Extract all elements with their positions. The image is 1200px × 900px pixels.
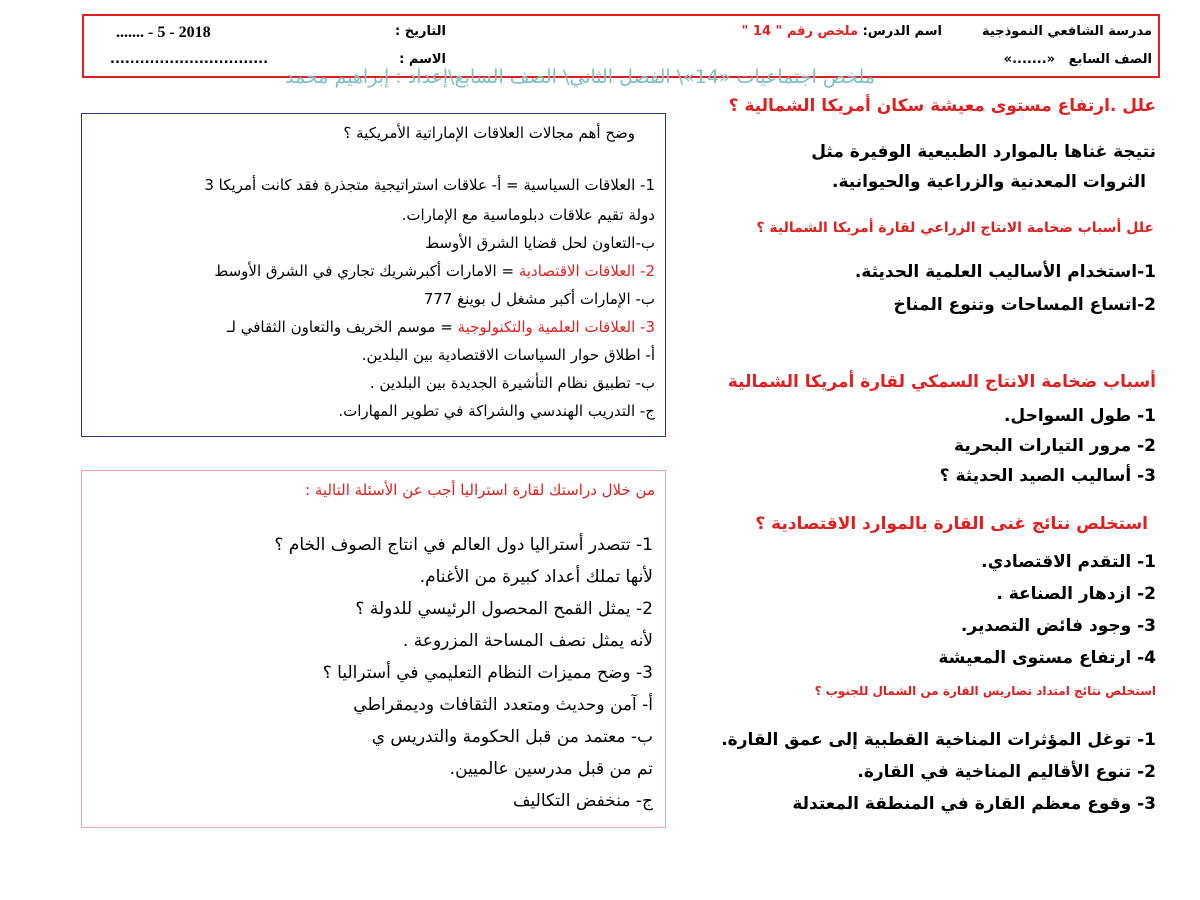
q1-heading: علل .ارتفاع مستوى معيشة سكان أمريكا الشمالية ؟: [728, 96, 1156, 116]
box1-line-8: ب- تطبيق نظام التأشيرة الجديدة بين البلدين .: [369, 374, 655, 392]
name-label: الاسم :: [399, 52, 446, 67]
science-relations-text: = موسم الخريف والتعاون الثقافي لـ: [226, 318, 458, 336]
box1-line-5: ب- الإمارات أكبر مشغل ل بوينغ 777: [423, 290, 655, 308]
q3-answer-line-1: 1- طول السواحل.: [1003, 406, 1156, 426]
q2-answer-line-2: 2-اتساع المساحات وتنوع المناخ: [893, 295, 1156, 315]
box2-line-3: 2- يمثل القمح المحصول الرئيسي للدولة ؟: [355, 599, 653, 619]
q5-answer-line-3: 3- وقوع معظم القارة في المنطقة المعتدلة: [792, 794, 1156, 814]
date-label: التاريخ :: [395, 24, 446, 39]
name-value: ................................: [110, 52, 269, 67]
australia-questions-box: [81, 470, 666, 828]
watermark-title: ملخص اجتماعيات «14»\ الفصل الثاني\ الصف السابع\إعداد : إبراهيم محمد: [285, 66, 875, 88]
school-name: مدرسة الشافعي النموذجية: [982, 24, 1152, 39]
q5-heading: استخلص نتائج امتداد تضاريس القارة من الشمال للجنوب ؟: [814, 684, 1156, 698]
grade-label-text: الصف السابع: [1068, 52, 1152, 67]
q4-answer-line-4: 4- ارتفاع مستوى المعيشة: [938, 648, 1156, 668]
box1-line-9: ج- التدريب الهندسي والشراكة في تطوير المهارات.: [338, 402, 655, 420]
grade-value: «.......»: [1003, 52, 1056, 67]
q3-answer-line-3: 3- أساليب الصيد الحديثة ؟: [939, 466, 1156, 486]
q2-heading: علل أسباب ضخامة الانتاج الزراعي لقارة أمريكا الشمالية ؟: [756, 220, 1154, 236]
grade-label: [1004, 52, 1152, 67]
box1-line-2: دولة تقيم علاقات دبلوماسية مع الإمارات.: [401, 206, 655, 224]
economic-relations-text: = الامارات أكبرشريك تجاري في الشرق الأوسط: [214, 262, 519, 280]
q5-answer-line-1: 1- توغل المؤثرات المناخية القطبية إلى عمق القارة.: [721, 730, 1156, 750]
date-value: ....... - 5 - 2018: [116, 24, 211, 41]
q1-answer-line-1: نتيجة غناها بالموارد الطبيعية الوفيرة مثل: [811, 142, 1156, 162]
science-relations-label: 3- العلاقات العلمية والتكنولوجية: [457, 318, 655, 336]
q4-answer-line-2: 2- ازدهار الصناعة .: [996, 584, 1156, 604]
box1-line-4: [214, 262, 655, 280]
box1-line-1: 1- العلاقات السياسية = أ- علاقات استراتيجية متجذرة فقد كانت أمريكا 3: [204, 176, 655, 194]
lesson-value: ملخص رقم " 14 ": [741, 24, 859, 39]
box2-line-8: تم من قبل مدرسين عالميين.: [449, 759, 653, 779]
q4-answer-line-3: 3- وجود فائض التصدير.: [960, 616, 1156, 636]
economic-relations-label: 2- العلاقات الاقتصادية: [518, 262, 655, 280]
lesson-name: [742, 24, 942, 39]
q4-heading: استخلص نتائج غنى القارة بالموارد الاقتصادية ؟: [755, 514, 1148, 534]
q3-heading: أسباب ضخامة الانتاج السمكي لقارة أمريكا الشمالية: [727, 372, 1156, 392]
q1-answer-line-2: الثروات المعدنية والزراعية والحيوانية.: [832, 172, 1146, 192]
box2-line-7: ب- معتمد من قبل الحكومة والتدريس ي: [371, 727, 653, 747]
box2-line-2: لأنها تملك أعداد كبيرة من الأغنام.: [419, 567, 653, 587]
box1-line-7: أ- اطلاق حوار السياسات الاقتصادية بين البلدين.: [361, 346, 655, 364]
q4-answer-line-1: 1- التقدم الاقتصادي.: [981, 552, 1156, 572]
lesson-label: اسم الدرس:: [862, 24, 942, 39]
box1-title: وضح أهم مجالات العلاقات الإماراتية الأمريكية ؟: [343, 124, 635, 142]
uae-us-relations-box: [81, 113, 666, 437]
box2-line-5: 3- وضح مميزات النظام التعليمي في أستراليا ؟: [322, 663, 653, 683]
q2-answer-line-1: 1-استخدام الأساليب العلمية الحديثة.: [854, 262, 1156, 282]
box2-line-1: 1- تتصدر أستراليا دول العالم في انتاج الصوف الخام ؟: [274, 535, 653, 555]
box2-line-9: ج- منخفض التكاليف: [512, 791, 653, 811]
box2-line-4: لأنه يمثل نصف المساحة المزروعة .: [402, 631, 653, 651]
box1-line-6: [227, 318, 655, 336]
q5-answer-line-2: 2- تنوع الأقاليم المناخية في القارة.: [857, 762, 1156, 782]
box1-line-3: ب-التعاون لحل قضايا الشرق الأوسط: [425, 234, 655, 252]
q3-answer-line-2: 2- مرور التيارات البحرية: [954, 436, 1156, 456]
box2-line-6: أ- آمن وحديث ومتعدد الثقافات وديمقراطي: [353, 695, 653, 715]
box2-title: من خلال دراستك لقارة استراليا أجب عن الأسئلة التالية :: [305, 481, 655, 499]
